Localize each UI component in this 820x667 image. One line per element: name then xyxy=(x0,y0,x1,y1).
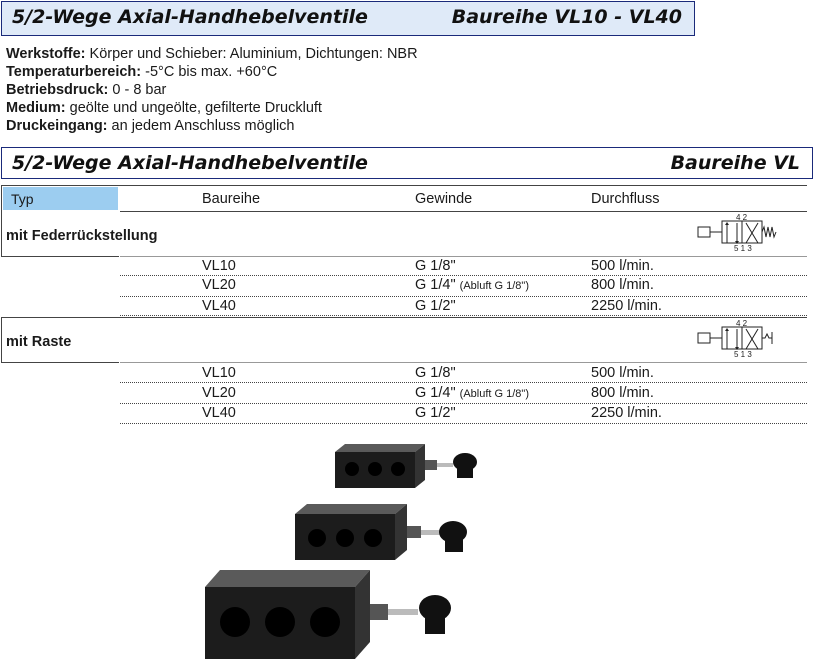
svg-text:5 1 3: 5 1 3 xyxy=(734,244,752,252)
row-thread: G 1/2" xyxy=(415,405,456,421)
section-title: 5/2-Wege Axial-Handhebelventile xyxy=(12,152,368,174)
spec-line: Betriebsdruck: 0 - 8 bar xyxy=(6,82,167,98)
row-series: VL40 xyxy=(202,405,236,421)
row-thread: G 1/8" xyxy=(415,258,456,274)
section-series: Baureihe VL xyxy=(670,152,800,174)
group-label-raste: mit Raste xyxy=(6,334,72,350)
spec-line: Werkstoffe: Körper und Schieber: Aluminium, Dichtungen: NBR xyxy=(6,46,418,62)
group-label-federrueckstellung: mit Federrückstellung xyxy=(6,228,158,244)
row-series: VL10 xyxy=(202,365,236,381)
valve-medium xyxy=(295,504,467,560)
column-header-typ: Typ xyxy=(3,187,118,210)
main-series: Baureihe VL10 - VL40 xyxy=(451,6,682,28)
section-header xyxy=(1,147,813,179)
valves-product-image xyxy=(195,432,495,664)
row-flow: 800 l/min. xyxy=(591,385,654,401)
row-thread: G 1/2" xyxy=(415,298,456,314)
valve-symbol-detent-icon xyxy=(696,318,778,358)
row-flow: 500 l/min. xyxy=(591,365,654,381)
main-header xyxy=(1,1,695,36)
row-series: VL20 xyxy=(202,277,236,293)
spec-line: Medium: geölte und ungeölte, gefilterte Druckluft xyxy=(6,100,322,116)
row-thread: G 1/8" xyxy=(415,365,456,381)
row-flow: 500 l/min. xyxy=(591,258,654,274)
svg-text:4 2: 4 2 xyxy=(736,319,748,328)
row-flow: 800 l/min. xyxy=(591,277,654,293)
column-header-baureihe: Baureihe xyxy=(202,191,261,207)
valve-symbol-spring-icon xyxy=(696,212,778,252)
row-series: VL10 xyxy=(202,258,236,274)
spec-line: Temperaturbereich: -5°C bis max. +60°C xyxy=(6,64,278,80)
row-series: VL40 xyxy=(202,298,236,314)
row-series: VL20 xyxy=(202,385,236,401)
svg-text:4 2: 4 2 xyxy=(736,213,748,222)
column-header-gewinde: Gewinde xyxy=(415,191,473,207)
spec-line: Druckeingang: an jedem Anschluss möglich xyxy=(6,118,295,134)
row-flow: 2250 l/min. xyxy=(591,405,662,421)
row-flow: 2250 l/min. xyxy=(591,298,662,314)
svg-text:5 1 3: 5 1 3 xyxy=(734,350,752,358)
valve-small xyxy=(335,444,477,488)
column-header-durchfluss: Durchfluss xyxy=(591,191,660,207)
row-thread: G 1/4" (Abluft G 1/8") xyxy=(415,277,529,293)
row-thread: G 1/4" (Abluft G 1/8") xyxy=(415,385,529,401)
main-title: 5/2-Wege Axial-Handhebelventile xyxy=(12,6,368,28)
valve-large xyxy=(205,570,451,659)
